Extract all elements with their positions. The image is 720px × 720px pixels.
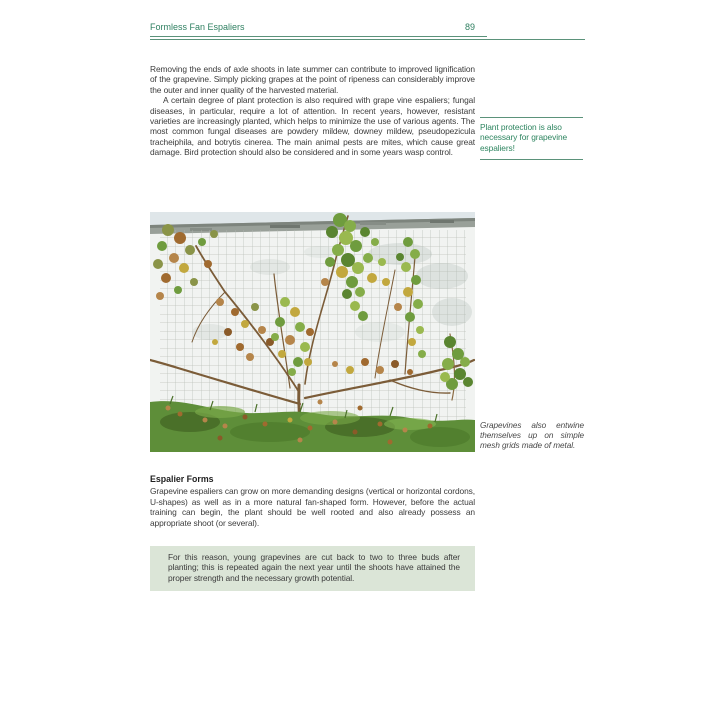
paragraph-lignification: Removing the ends of axle shoots in late summer can contribute to improved lignification of the grapevine. Simply picking grapes at the point of ripeness can considerably improve the outer and inner quality of the harvested material. xyxy=(150,64,475,95)
paragraph-espalier-forms: Grapevine espaliers can grow on more demanding designs (vertical or horizontal cordons, U-shapes) as well as in a more natural fan-shaped form. However, before the actual training can begin, the plant should be well rooted and also already possess an appropriate shoot (or several). xyxy=(150,486,475,528)
photo-caption: Grapevines also entwine themselves up on simple mesh grids made of metal. xyxy=(480,421,584,451)
page-number: 89 xyxy=(464,22,475,32)
header-rule xyxy=(150,39,585,40)
margin-note-text: Plant protection is also necessary for grapevine espaliers! xyxy=(480,122,568,153)
espalier-forms-section xyxy=(150,474,475,528)
body-text-block xyxy=(150,64,475,158)
running-header-title: Formless Fan Espaliers xyxy=(150,22,245,32)
paragraph-plant-protection: A certain degree of plant protection is also required with grape vine espaliers; fungal diseases, in particular, require a lot of attention. In recent years, however, resistant varieties are increasingly planted, which helps to minimize the use of various agents. The most common fungal diseases are powdery mildew, downey mildew, pseudopezicula tracheiphila, and botrytis cinerea. The main animal pests are mites, which cause great damage. Bird protection should also be considered and in some years wasp control. xyxy=(150,95,475,158)
mesh-grid xyxy=(160,230,466,422)
section-heading: Espalier Forms xyxy=(150,474,214,484)
callout-box xyxy=(150,546,475,591)
running-header xyxy=(150,22,487,37)
margin-note xyxy=(480,117,583,160)
grapevine-photo xyxy=(150,212,475,452)
callout-text: For this reason, young grapevines are cut back to two to three buds after planting; this is repeated again the next year until the shoots have attained the proper strength and the necessary growth potential. xyxy=(168,552,460,583)
grapevine-photo-illustration xyxy=(150,212,475,452)
